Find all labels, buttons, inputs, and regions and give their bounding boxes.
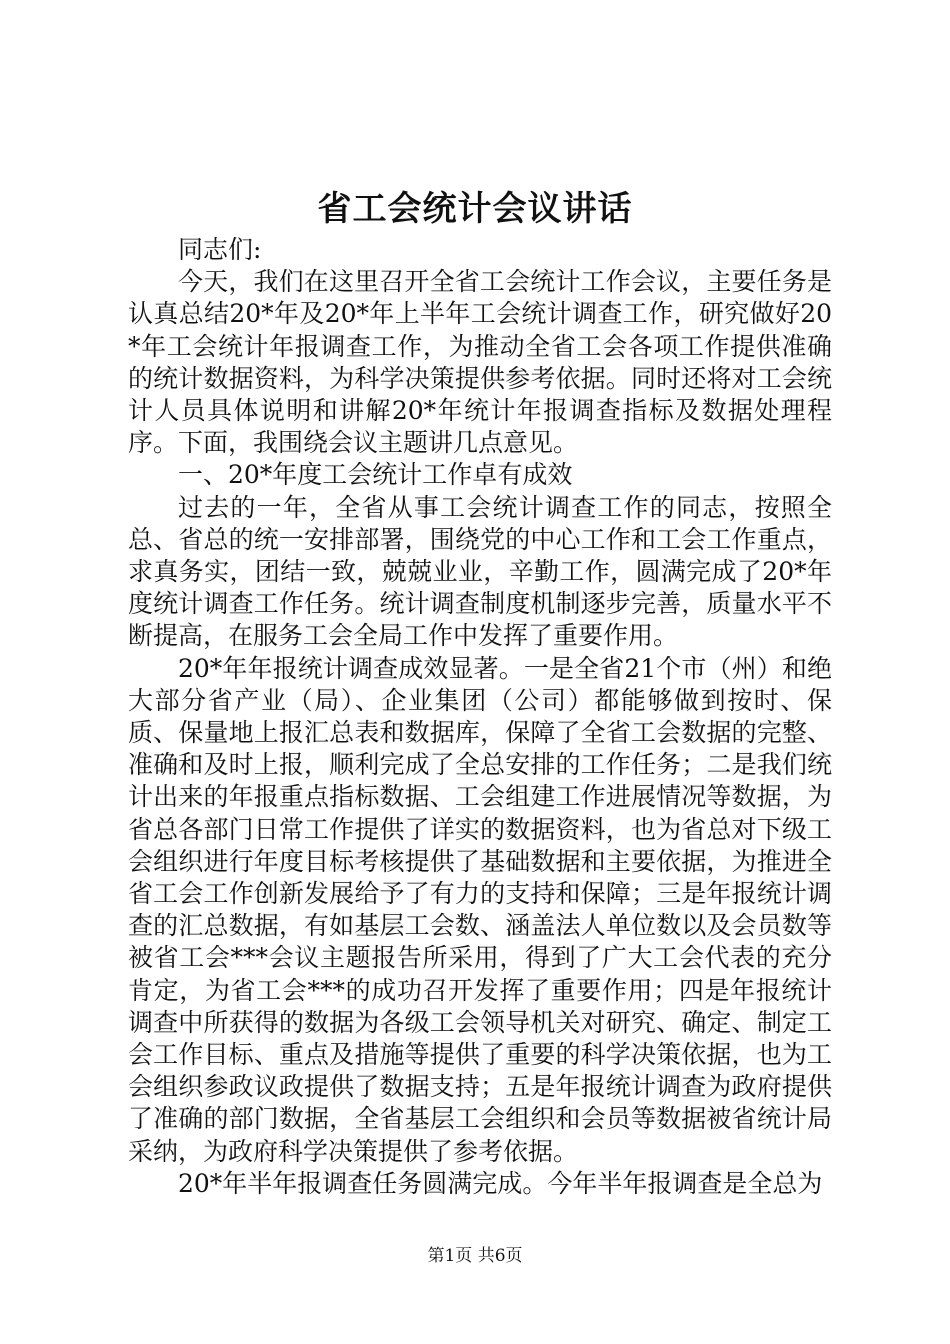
section-heading: 一、20*年度工会统计工作卓有成效 — [178, 460, 573, 490]
paragraph-annual-report: 20*年年报统计调查成效显著。一是全省21个市（州）和绝大部分省产业（局）、企业集团（公司）都能够做到按时、保质、保量地上报汇总表和数据库，保障了全省工会数据的完整、准确和及时上报，顺利完成了全总安排的工作任务；二是我们统计出来的年报重点指标数据、工会组建工作进展情况等数据，为省总各部门日常工作提供了详实的数据资料，也为省总对下级工会组织进行年度目标考核提供了基础数据和主要依据，为推进全省工会工作创新发展给予了有力的支持和保障；三是年报统计调查的汇总数据，有如基层工会数、涵盖法人单位数以及会员数等被省工会***会议主题报告所采用，得到了广大工会代表的充分肯定，为省工会***的成功召开发挥了重要作用；四是年报统计调查中所获得的数据为各级工会领导机关对研究、确定、制定工会工作目标、重点及措施等提供了重要的科学决策依据，也为工会组织参政议政提供了数据支持；五是年报统计调查为政府提供了准确的部门数据，全省基层工会组织和会员等数据被省统计局采纳，为政府科学决策提供了参考依据。 — [128, 653, 832, 1166]
salutation: 同志们: — [178, 235, 262, 264]
paragraph-intro: 今天，我们在这里召开全省工会统计工作会议，主要任务是认真总结20*年及20*年上半年工会统计调查工作，研究做好20*年工会统计年报调查工作，为推动全省工会各项工作提供准确的统计数据资料，为科学决策提供参考依据。同时还将对工会统计人员具体说明和讲解20*年统计年报调查指标及数据处理程序。下面，我围绕会议主题讲几点意见。 — [128, 267, 832, 458]
paragraph-half-year: 20*年半年报调查任务圆满完成。今年半年报调查是全总为 — [178, 1168, 823, 1198]
document-title: 省工会统计会议讲话 — [317, 189, 633, 229]
document-body — [128, 234, 832, 1200]
paragraph-review: 过去的一年，全省从事工会统计调查工作的同志，按照全总、省总的统一安排部署，围绕党的中心工作和工会工作重点，求真务实，团结一致，兢兢业业，辛勤工作，圆满完成了20*年度统计调查工作任务。统计调查制度机制逐步完善，质量水平不断提高，在服务工会全局工作中发挥了重要作用。 — [128, 492, 832, 651]
page-number: 第1页 共6页 — [427, 1246, 523, 1266]
